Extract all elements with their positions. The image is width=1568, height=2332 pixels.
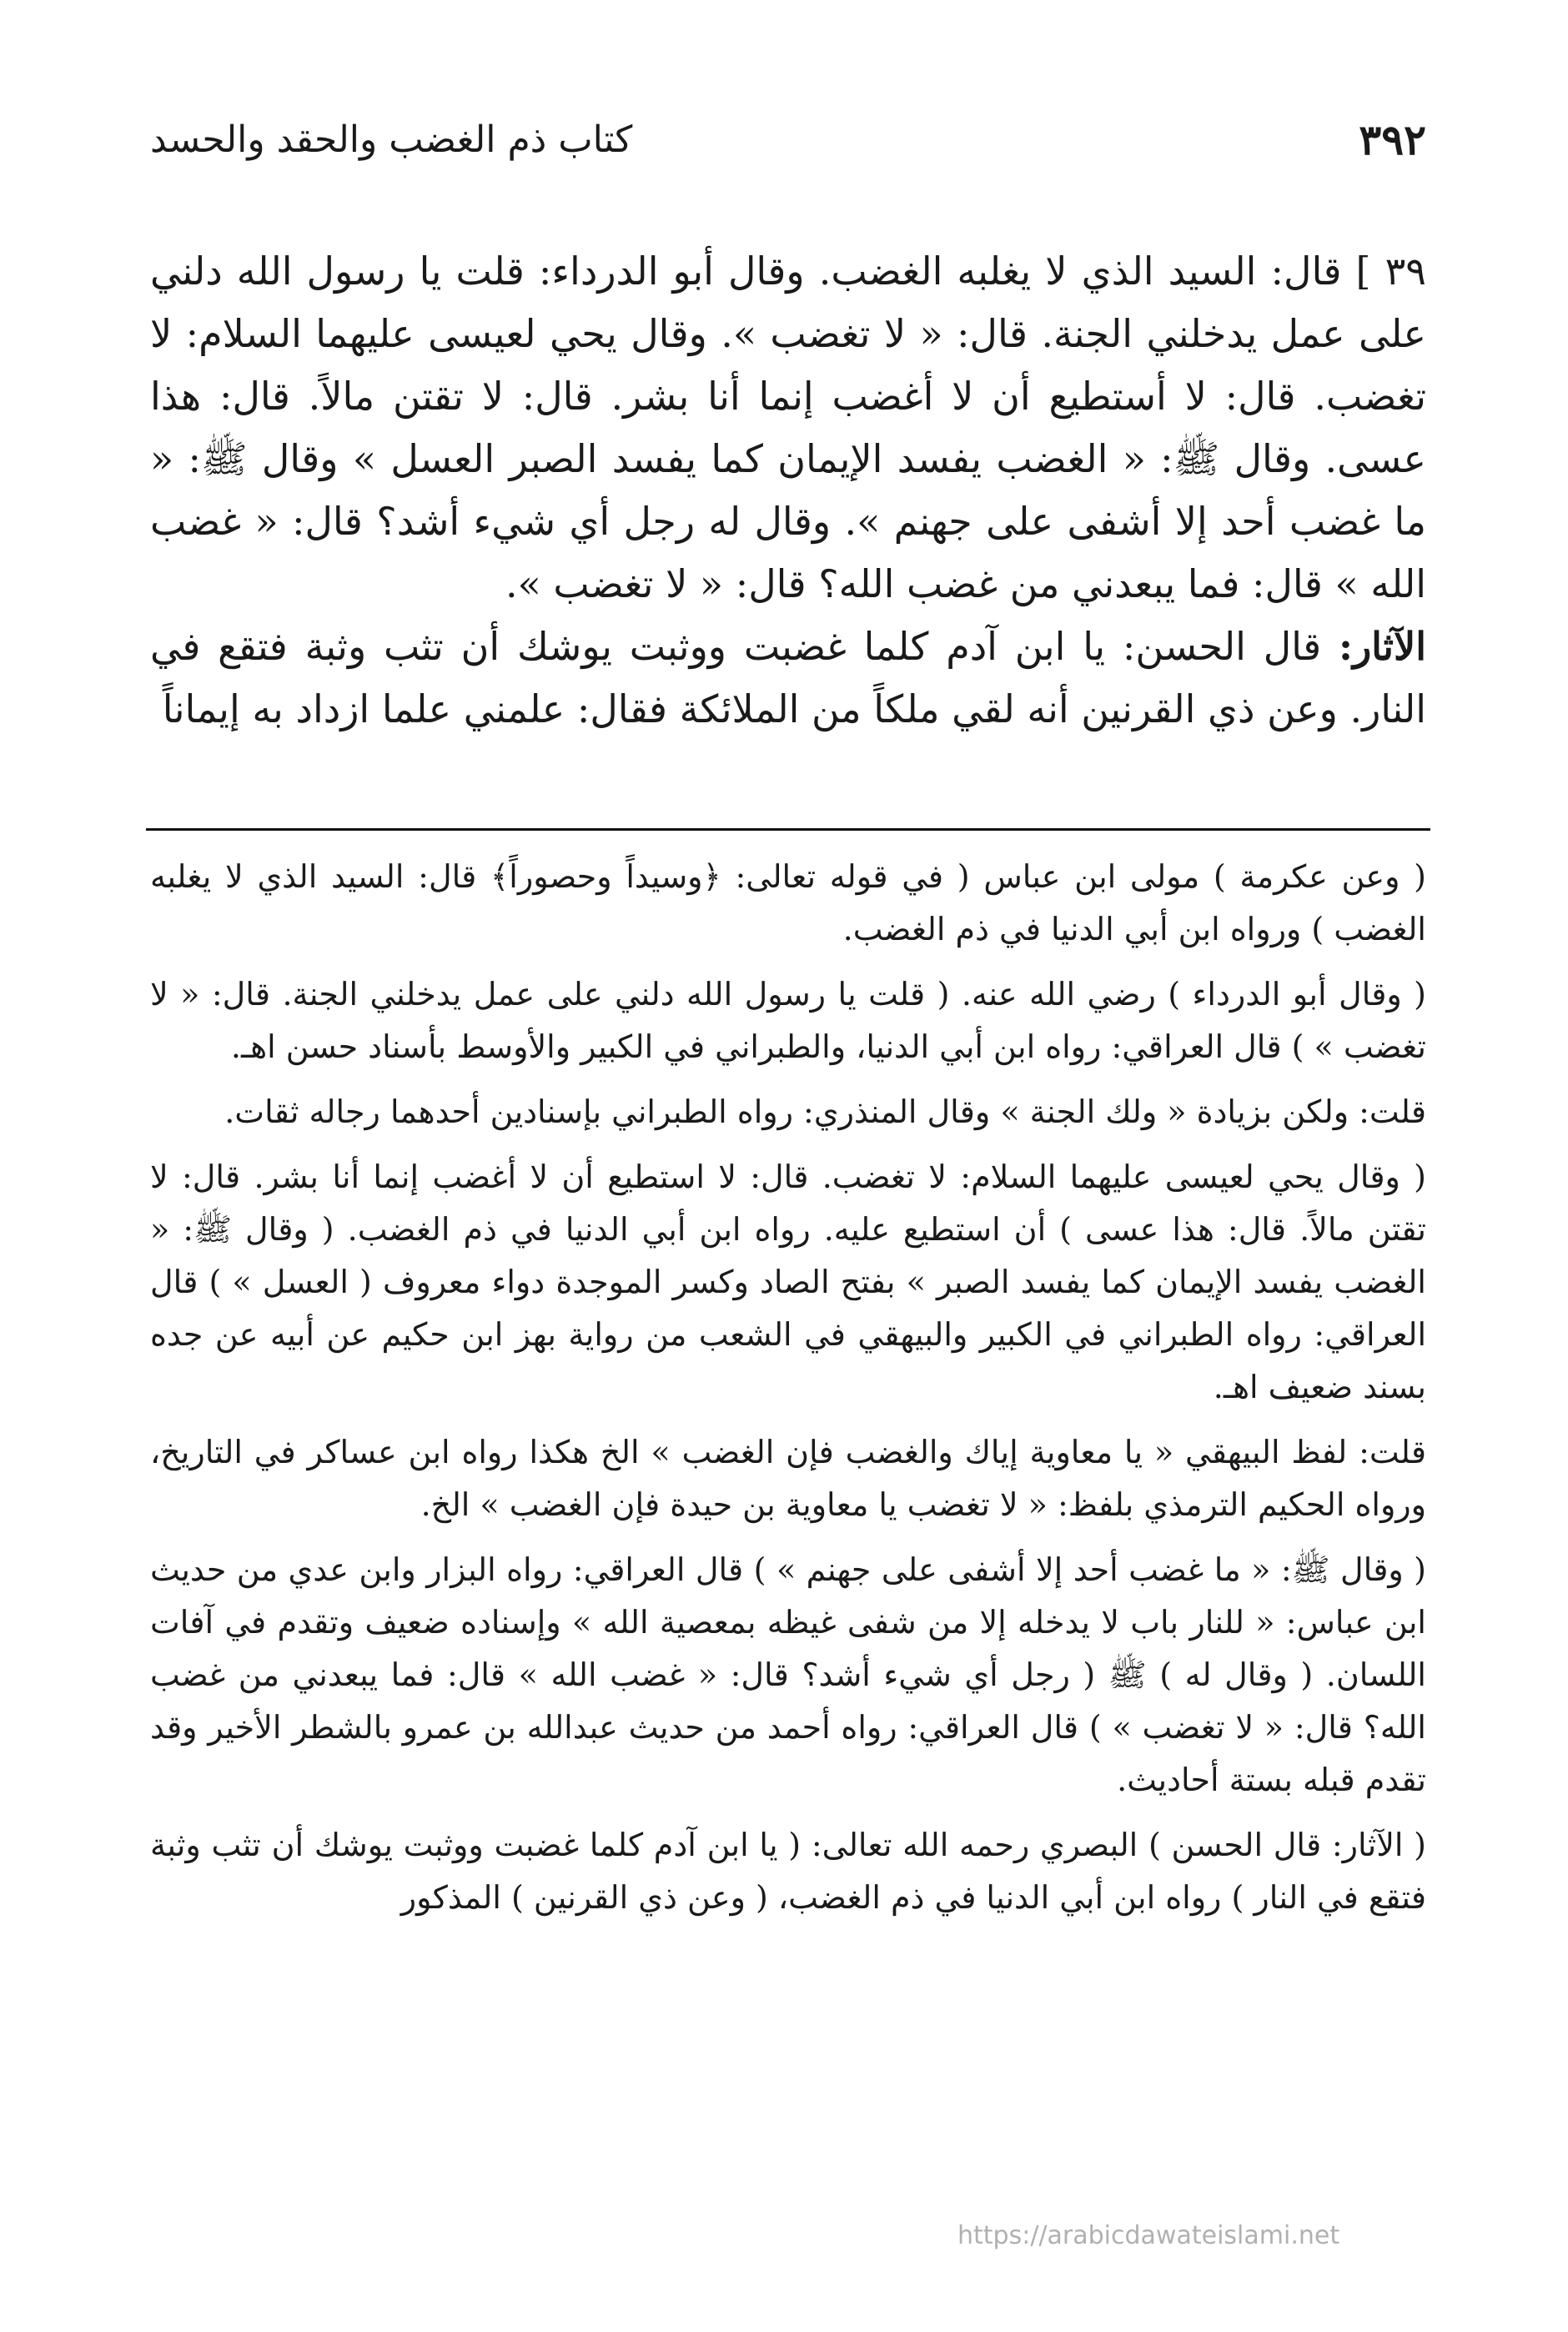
commentary xyxy=(150,851,1426,1937)
athar-text: قال الحسن: يا ابن آدم كلما غضبت ووثبت يوشك أن تثب وثبة فتقع في النار. وعن ذي القرنين أنه لقي ملكاً من الملائكة فقال: علمني علما ازداد به إيماناً xyxy=(150,624,1426,731)
commentary-paragraph-7: ( الآثار: قال الحسن ) البصري رحمه الله تعالى: ( يا ابن آدم كلما غضبت ووثبت يوشك أن تثب وثبة فتقع في النار ) رواه ابن أبي الدنيا في ذم الغضب، ( وعن ذي القرنين ) المذكور xyxy=(150,1827,1426,1916)
athar-label: الآثار: xyxy=(1338,624,1426,669)
running-title: كتاب ذم الغضب والحقد والحسد xyxy=(150,118,633,161)
separator-rule xyxy=(146,828,1430,831)
commentary-paragraph-6: ( وقال ﷺ: « ما غضب أحد إلا أشفى على جهنم » ) قال العراقي: رواه البزار وابن عدي من حديث ابن عباس: « للنار باب لا يدخله إلا من شفى غيظه بمعصية الله » وإسناده ضعيف وتقدم في آفات اللسان. ( وقال له ) ﷺ ( رجل أي شيء أشد؟ قال: « غضب الله » قال: فما يبعدني من غضب الله؟ قال: « لا تغضب » ) قال العراقي: رواه أحمد من حديث عبدالله بن عمرو بالشطر الأخير وقد تقدم قبله بستة أحاديث. xyxy=(150,1551,1426,1798)
commentary-paragraph-4: ( وقال يحي لعيسى عليهما السلام: لا تغضب. قال: لا استطيع أن لا أغضب إنما أنا بشر. قال: لا تقتن مالاً. قال: هذا عسى ) أن استطيع عليه. رواه ابن أبي الدنيا في ذم الغضب. ( وقال ﷺ: « الغضب يفسد الإيمان كما يفسد الصبر » بفتح الصاد وكسر الموجدة دواء معروف ( العسل » ) قال العراقي: رواه الطبراني في الكبير والبيهقي في الشعب من رواية بهز ابن حكيم عن أبيه عن جده بسند ضعيف اهـ. xyxy=(150,1158,1426,1405)
main-text xyxy=(150,240,1426,741)
commentary-paragraph-1: ( وعن عكرمة ) مولى ابن عباس ( في قوله تعالى: ﴿وسيداً وحصوراً﴾ قال: السيد الذي لا يغلبه الغضب ) ورواه ابن أبي الدنيا في ذم الغضب. xyxy=(150,858,1426,947)
page-header xyxy=(150,115,1426,182)
main-paragraph: ٣٩ ] قال: السيد الذي لا يغلبه الغضب. وقال أبو الدرداء: قلت يا رسول الله دلني على عمل يدخلني الجنة. قال: « لا تغضب ». وقال يحي لعيسى عليهما السلام: لا تغضب. قال: لا أستطيع أن لا أغضب إنما أنا بشر. قال: لا تقتن مالاً. قال: هذا عسى. وقال ﷺ: « الغضب يفسد الإيمان كما يفسد الصبر العسل » وقال ﷺ: « ما غضب أحد إلا أشفى على جهنم ». وقال له رجل أي شيء أشد؟ قال: « غضب الله » قال: فما يبعدني من غضب الله؟ قال: « لا تغضب ». xyxy=(150,249,1426,606)
commentary-paragraph-3: قلت: ولكن بزيادة « ولك الجنة » وقال المنذري: رواه الطبراني بإسنادين أحدهما رجاله ثقات. xyxy=(224,1093,1426,1130)
commentary-paragraph-2: ( وقال أبو الدرداء ) رضي الله عنه. ( قلت يا رسول الله دلني على عمل يدخلني الجنة. قال: « لا تغضب » ) قال العراقي: رواه ابن أبي الدنيا، والطبراني في الكبير والأوسط بأسناد حسن اهـ. xyxy=(150,976,1426,1065)
athar-paragraph xyxy=(150,616,1426,741)
page-number: ٣٩٢ xyxy=(1359,115,1426,164)
commentary-paragraph-5: قلت: لفظ البيهقي « يا معاوية إياك والغضب فإن الغضب » الخ هكذا رواه ابن عساكر في التاريخ، ورواه الحكيم الترمذي بلفظ: « لا تغضب يا معاوية بن حيدة فإن الغضب » الخ. xyxy=(150,1434,1426,1523)
watermark-url: https://arabicdawateislami.net xyxy=(957,2221,1340,2250)
